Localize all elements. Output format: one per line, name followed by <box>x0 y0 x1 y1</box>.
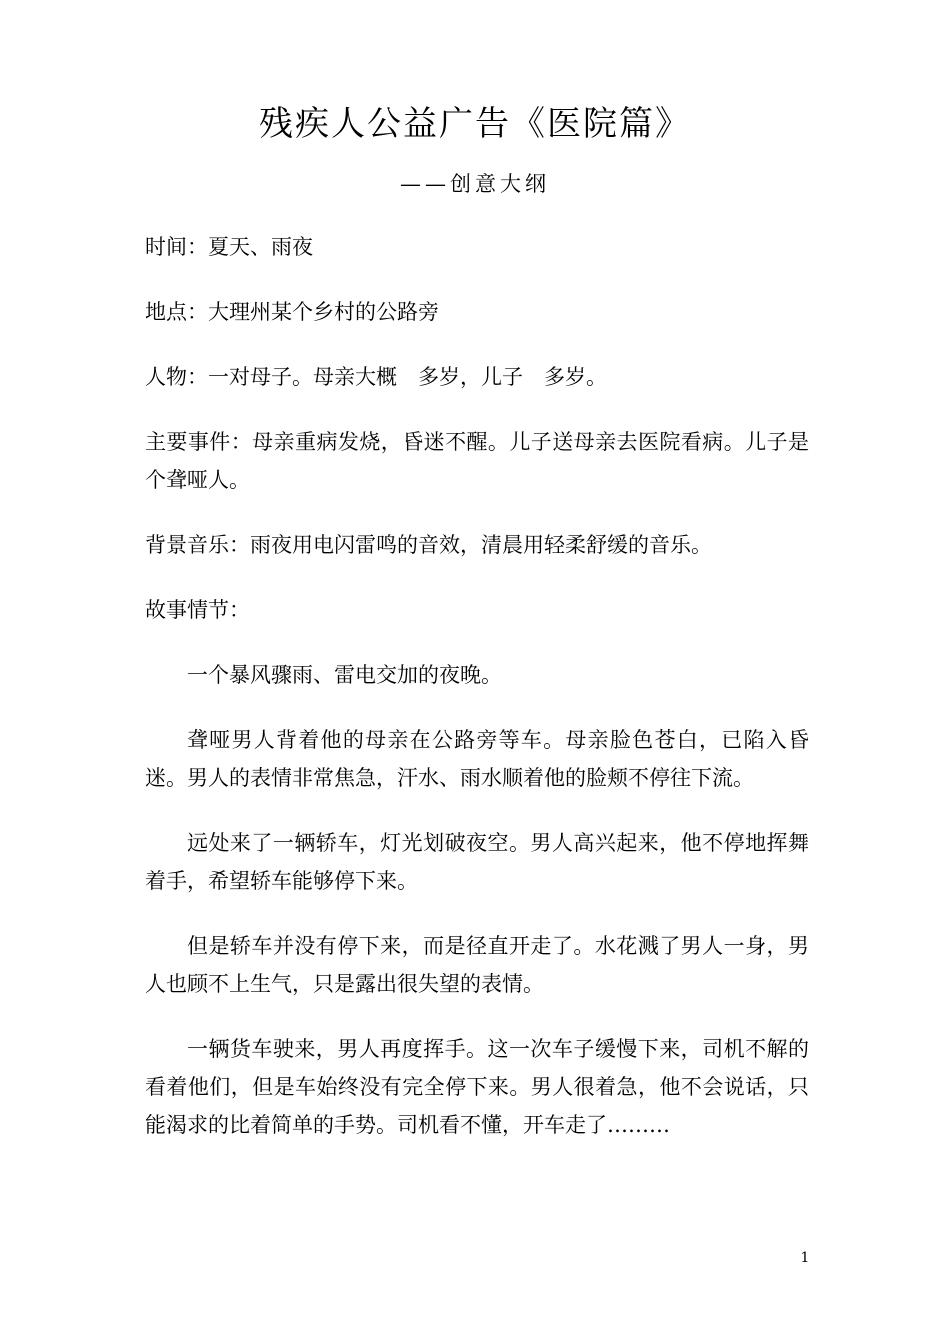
paragraph-story-2: 聋哑男人背着他的母亲在公路旁等车。母亲脸色苍白，已陷入昏迷。男人的表情非常焦急，汗水、雨水顺着他的脸颊不停往下流。 <box>145 728 809 790</box>
paragraph-main-event: 主要事件：母亲重病发烧，昏迷不醒。儿子送母亲去医院看病。儿子是个聋哑人。 <box>145 430 809 492</box>
paragraph-story-3: 远处来了一辆轿车，灯光划破夜空。男人高兴起来，他不停地挥舞着手，希望轿车能够停下来。 <box>145 831 809 893</box>
paragraph-story-4: 但是轿车并没有停下来，而是径直开走了。水花溅了男人一身，男人也顾不上生气，只是露出很失望的表情。 <box>145 934 809 996</box>
paragraph-location: 地点：大理州某个乡村的公路旁 <box>145 300 439 324</box>
paragraph-story-1: 一个暴风骤雨、雷电交加的夜晚。 <box>187 663 502 687</box>
paragraph-background-music: 背景音乐：雨夜用电闪雷鸣的音效，清晨用轻柔舒缓的音乐。 <box>145 533 712 557</box>
document-title: 残疾人公益广告《医院篇》 <box>259 104 691 144</box>
document-body <box>145 228 809 1171</box>
paragraph-story-heading: 故事情节： <box>145 598 250 622</box>
document-subtitle: ——创意大纲 <box>400 172 550 196</box>
paragraph-characters: 人物：一对母子。母亲大概 多岁，儿子 多岁。 <box>145 365 607 389</box>
paragraph-story-5: 一辆货车驶来，男人再度挥手。这一次车子缓慢下来，司机不解的看着他们，但是车始终没有完全停下来。男人很着急，他不会说话，只能渴求的比着简单的手势。司机看不懂，开车走了……… <box>145 1037 809 1137</box>
paragraph-time: 时间：夏天、雨夜 <box>145 235 313 259</box>
page-number: 1 <box>800 1250 810 1266</box>
